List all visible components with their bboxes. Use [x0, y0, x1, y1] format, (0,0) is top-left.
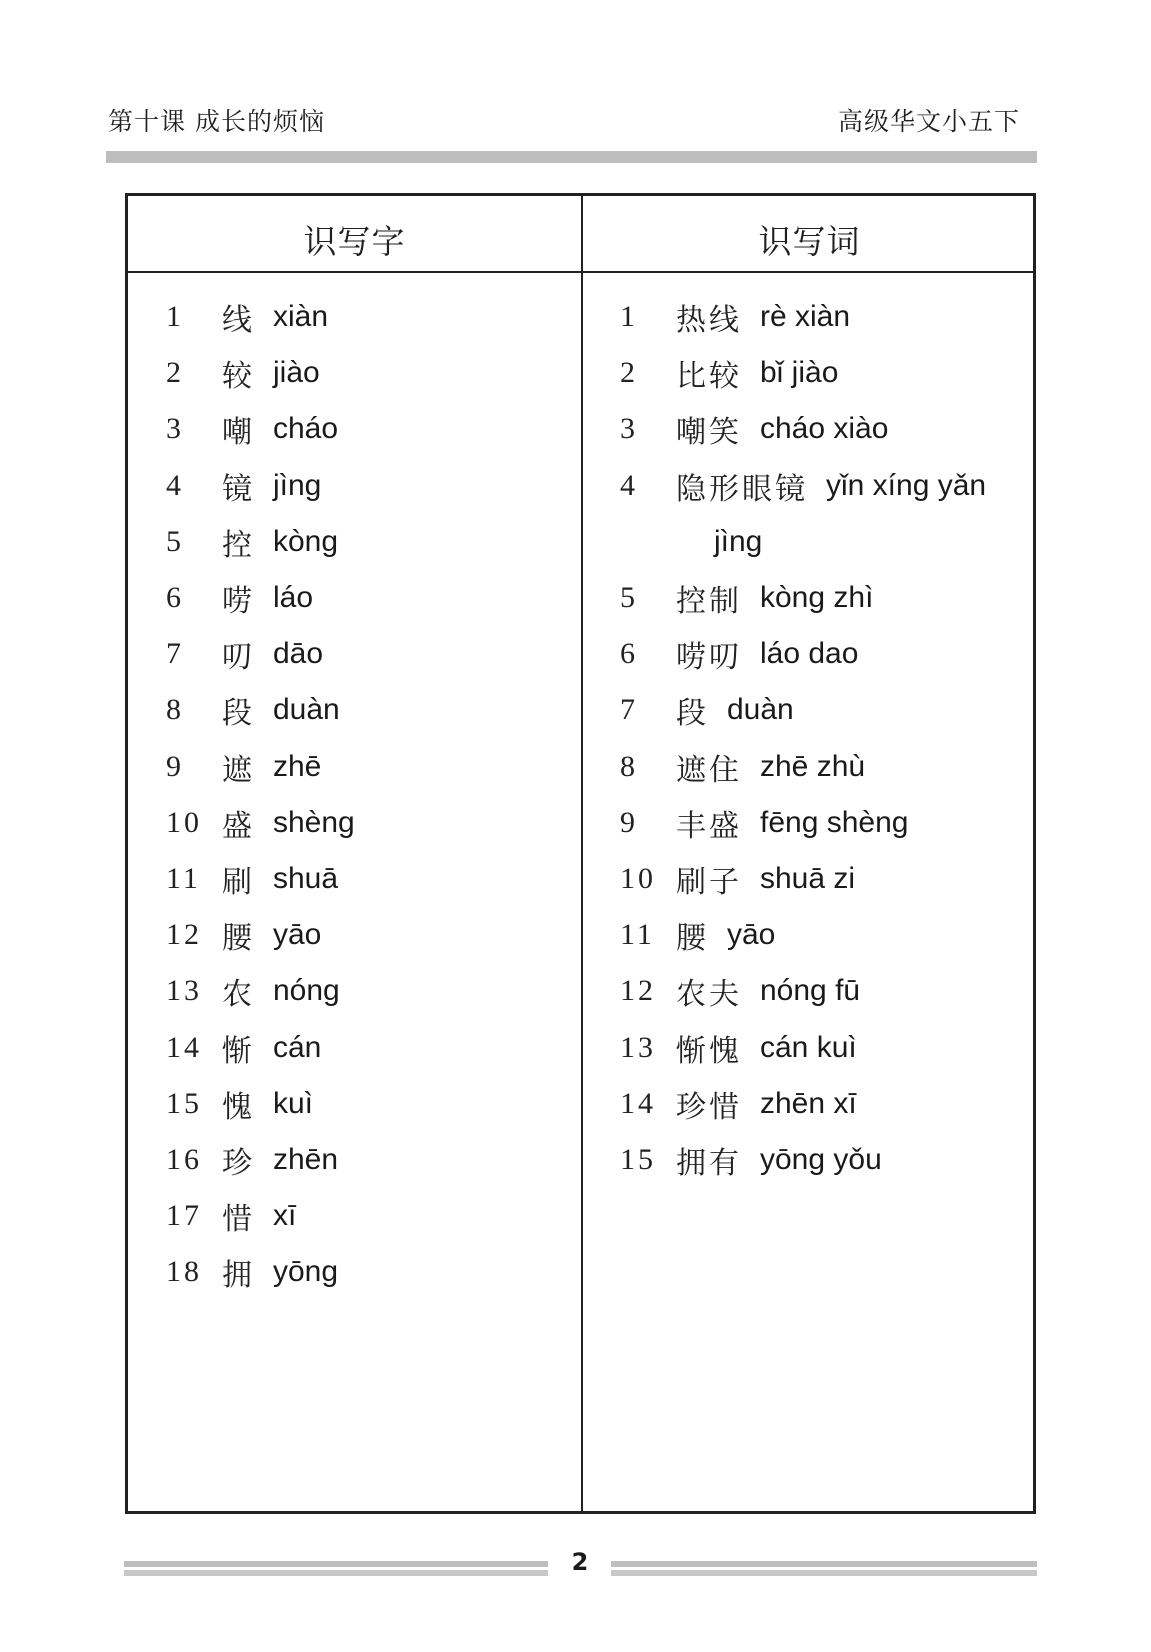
entry-hanzi: 珍	[222, 1145, 255, 1181]
lesson-title: 第十课 成长的烦恼	[108, 107, 325, 136]
word-entry	[620, 682, 986, 738]
word-entry	[620, 401, 986, 457]
entry-hanzi: 惭愧	[676, 1033, 742, 1069]
entry-hanzi: 盛	[222, 808, 255, 844]
word-entry	[620, 570, 986, 626]
word-entry	[620, 1019, 986, 1075]
character-entry	[166, 795, 355, 851]
entry-pinyin: xiàn	[273, 300, 329, 334]
entry-pinyin: kuì	[273, 1086, 314, 1120]
entry-num: 9	[620, 805, 638, 839]
entry-num: 9	[166, 749, 184, 783]
character-entry	[166, 682, 355, 738]
entry-pinyin: jìng	[273, 468, 322, 502]
character-entry	[166, 851, 355, 907]
entry-pinyin: xī	[273, 1199, 297, 1233]
entry-hanzi: 拥有	[676, 1145, 742, 1181]
entry-hanzi: 惭	[222, 1033, 255, 1069]
entry-pinyin: bǐ jiào	[760, 356, 839, 390]
header-row-divider	[128, 271, 1033, 273]
entry-hanzi: 段	[222, 696, 255, 732]
entry-hanzi: 段	[676, 696, 709, 732]
entry-hanzi: 唠	[222, 584, 255, 620]
entry-hanzi: 唠叨	[676, 640, 742, 676]
entry-pinyin: láo dao	[760, 637, 859, 671]
character-entry	[166, 1132, 355, 1188]
entry-hanzi: 遮	[222, 752, 255, 788]
word-entry	[620, 851, 986, 907]
entry-hanzi: 热线	[676, 303, 742, 339]
word-entry	[620, 963, 986, 1019]
entry-pinyin: yōng yǒu	[760, 1142, 882, 1176]
entry-num: 16	[166, 1142, 202, 1176]
entry-num: 2	[620, 356, 638, 390]
entry-num: 5	[166, 524, 184, 558]
entry-hanzi: 拥	[222, 1258, 255, 1294]
characters-list	[166, 289, 355, 1300]
entry-pinyin: zhē zhù	[760, 749, 866, 783]
entry-num: 12	[620, 974, 656, 1008]
vocabulary-table	[125, 193, 1036, 1514]
entry-hanzi: 珍惜	[676, 1089, 742, 1125]
entry-hanzi: 隐形眼镜	[676, 471, 808, 507]
entry-pinyin: cháo xiào	[760, 412, 889, 446]
entry-num: 18	[166, 1255, 202, 1289]
character-entry	[166, 907, 355, 963]
header-divider	[106, 151, 1037, 163]
entry-pinyin: yāo	[273, 918, 322, 952]
word-entry	[620, 739, 986, 795]
characters-column-header: 识写字	[303, 222, 406, 261]
entry-num: 6	[166, 581, 184, 615]
word-entry	[620, 626, 986, 682]
entry-hanzi: 农夫	[676, 977, 742, 1013]
entry-hanzi: 线	[222, 303, 255, 339]
entry-num: 10	[620, 861, 656, 895]
word-entry	[620, 289, 986, 345]
character-entry	[166, 401, 355, 457]
character-entry	[166, 626, 355, 682]
entry-hanzi: 腰	[222, 921, 255, 957]
word-entry-continuation	[620, 514, 986, 570]
character-entry	[166, 963, 355, 1019]
word-entry	[620, 1132, 986, 1188]
entry-pinyin: fēng shèng	[760, 805, 909, 839]
entry-num: 15	[166, 1086, 202, 1120]
entry-hanzi: 叨	[222, 640, 255, 676]
entry-pinyin: kòng	[273, 524, 339, 558]
character-entry	[166, 739, 355, 795]
word-entry	[620, 907, 986, 963]
entry-pinyin: shuā	[273, 861, 339, 895]
entry-hanzi: 腰	[676, 921, 709, 957]
entry-pinyin: zhē	[273, 749, 322, 783]
footer-divider-right	[611, 1561, 1037, 1570]
entry-pinyin: yōng	[273, 1255, 339, 1289]
entry-pinyin: yāo	[727, 918, 776, 952]
character-entry	[166, 458, 355, 514]
word-entry	[620, 795, 986, 851]
entry-hanzi: 镜	[222, 471, 255, 507]
entry-hanzi: 控	[222, 527, 255, 563]
entry-num: 6	[620, 637, 638, 671]
entry-pinyin: láo	[273, 581, 314, 615]
entry-pinyin: jiào	[273, 356, 320, 390]
entry-hanzi: 刷	[222, 864, 255, 900]
character-entry	[166, 1019, 355, 1075]
entry-num: 15	[620, 1142, 656, 1176]
entry-hanzi: 刷子	[676, 864, 742, 900]
entry-pinyin: cán kuì	[760, 1030, 857, 1064]
entry-num: 14	[166, 1030, 202, 1064]
entry-num: 4	[620, 468, 638, 502]
entry-num: 1	[620, 300, 638, 334]
entry-hanzi: 嘲	[222, 415, 255, 451]
entry-pinyin: shuā zi	[760, 861, 856, 895]
entry-pinyin: cháo	[273, 412, 339, 446]
entry-num: 11	[620, 918, 655, 952]
entry-hanzi: 较	[222, 359, 255, 395]
word-entry	[620, 1076, 986, 1132]
entry-num: 4	[166, 468, 184, 502]
entry-num: 13	[166, 974, 202, 1008]
entry-num: 8	[166, 693, 184, 727]
entry-pinyin: nóng fū	[760, 974, 861, 1008]
entry-hanzi: 农	[222, 977, 255, 1013]
entry-num: 1	[166, 300, 184, 334]
entry-pinyin: rè xiàn	[760, 300, 851, 334]
column-divider	[581, 196, 583, 1511]
entry-num: 8	[620, 749, 638, 783]
entry-hanzi: 丰盛	[676, 808, 742, 844]
entry-pinyin: kòng zhì	[760, 581, 874, 615]
character-entry	[166, 1244, 355, 1300]
words-column-header: 识写词	[758, 222, 861, 261]
footer-divider-left	[124, 1561, 548, 1570]
entry-pinyin: duàn	[727, 693, 794, 727]
entry-num: 3	[620, 412, 638, 446]
entry-num: 10	[166, 805, 202, 839]
entry-hanzi: 比较	[676, 359, 742, 395]
entry-pinyin: zhēn	[273, 1142, 339, 1176]
entry-num: 5	[620, 581, 638, 615]
entry-num: 3	[166, 412, 184, 446]
character-entry	[166, 289, 355, 345]
character-entry	[166, 570, 355, 626]
entry-num: 12	[166, 918, 202, 952]
entry-pinyin: yǐn xíng yǎn	[826, 468, 987, 502]
entry-hanzi: 愧	[222, 1089, 255, 1125]
entry-hanzi: 嘲笑	[676, 415, 742, 451]
entry-num: 7	[166, 637, 184, 671]
word-entry	[620, 458, 986, 514]
entry-pinyin-continued: jìng	[714, 524, 763, 558]
page-number: 2	[571, 1548, 589, 1576]
entry-pinyin: shèng	[273, 805, 355, 839]
entry-pinyin: nóng	[273, 974, 340, 1008]
entry-num: 2	[166, 356, 184, 390]
entry-pinyin: zhēn xī	[760, 1086, 857, 1120]
entry-num: 17	[166, 1199, 202, 1233]
entry-pinyin: duàn	[273, 693, 340, 727]
entry-num: 11	[166, 861, 201, 895]
entry-num: 13	[620, 1030, 656, 1064]
character-entry	[166, 1188, 355, 1244]
entry-num: 7	[620, 693, 638, 727]
entry-hanzi: 惜	[222, 1202, 255, 1238]
word-entry	[620, 345, 986, 401]
character-entry	[166, 345, 355, 401]
entry-pinyin: cán	[273, 1030, 322, 1064]
entry-hanzi: 控制	[676, 584, 742, 620]
character-entry	[166, 514, 355, 570]
book-title: 高级华文小五下	[838, 107, 1021, 136]
entry-num: 14	[620, 1086, 656, 1120]
entry-pinyin: dāo	[273, 637, 324, 671]
entry-hanzi: 遮住	[676, 752, 742, 788]
words-list	[620, 289, 986, 1188]
character-entry	[166, 1076, 355, 1132]
